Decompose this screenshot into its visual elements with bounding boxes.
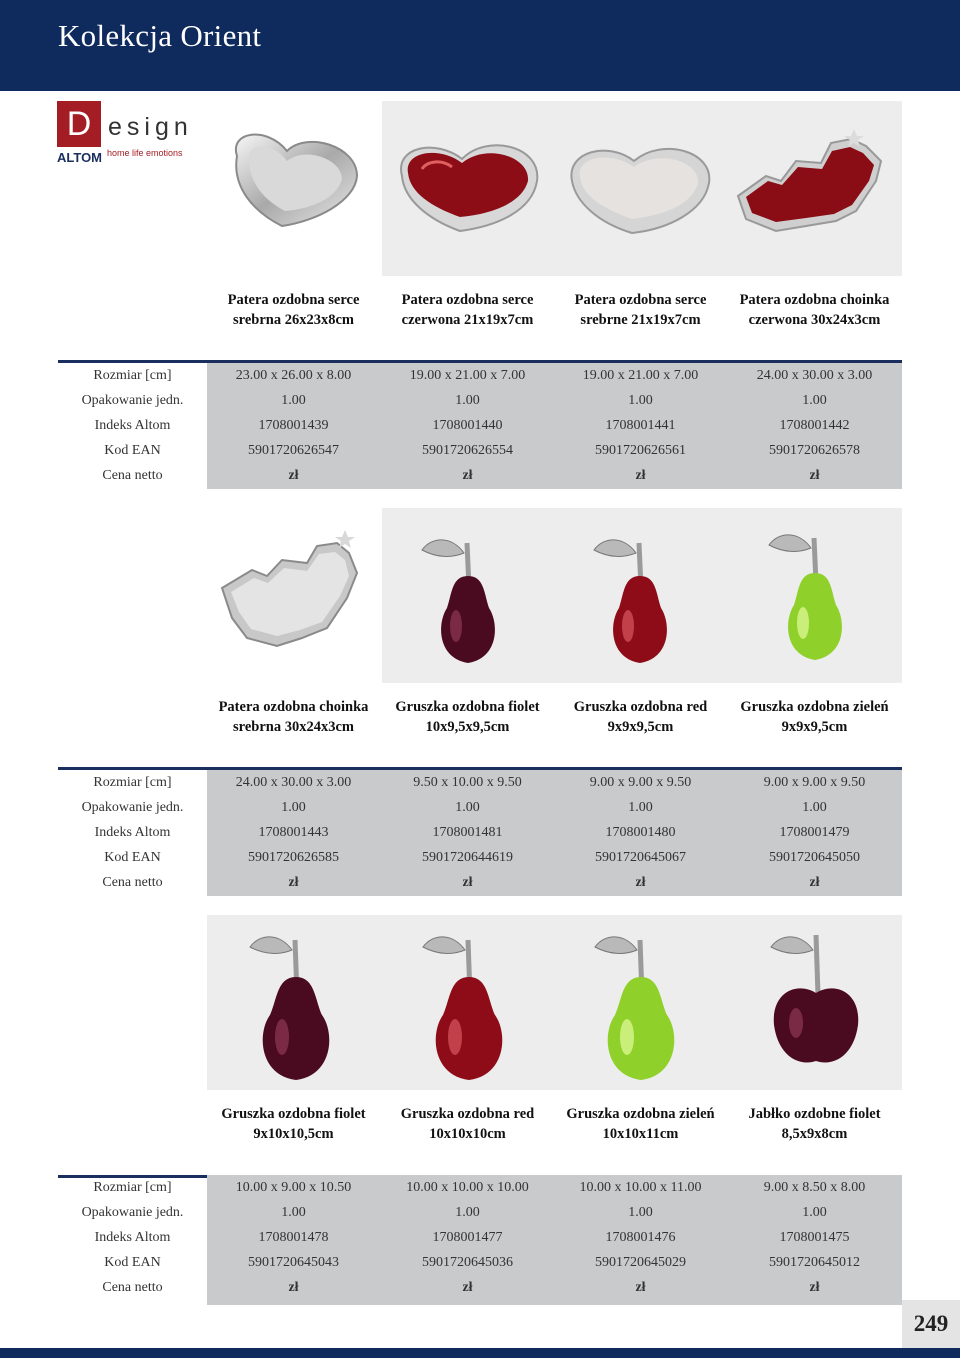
logo-tagline: home life emotions	[107, 148, 183, 158]
ean-value: 5901720626578	[769, 443, 860, 458]
product-title: Gruszka ozdobna fiolet 9x10x10,5cm	[221, 1106, 366, 1142]
ean-value: 5901720645043	[248, 1255, 339, 1270]
size-value: 19.00 x 21.00 x 7.00	[582, 368, 699, 383]
product-title: Gruszka ozdobna zieleń 9x9x9,5cm	[740, 699, 889, 735]
index-value: 1708001442	[779, 418, 850, 433]
row-labels	[58, 363, 207, 488]
product-title: Gruszka ozdobna fiolet 10x9,5x9,5cm	[395, 699, 540, 735]
row-labels	[58, 1175, 207, 1300]
ean-value: 5901720626585	[248, 850, 339, 865]
size-value: 9.50 x 10.00 x 9.50	[413, 775, 522, 790]
size-value: 10.00 x 10.00 x 10.00	[406, 1180, 529, 1195]
page-title: Kolekcja Orient	[58, 18, 262, 53]
row-label-pack: Opakowanie jedn.	[81, 1205, 184, 1220]
price-value: zł	[635, 875, 646, 890]
price-value: zł	[809, 468, 820, 483]
pack-value: 1.00	[802, 393, 827, 408]
price-value: zł	[288, 1280, 299, 1295]
index-value: 1708001443	[258, 825, 329, 840]
row-labels	[58, 770, 207, 895]
product-image-red-pear	[382, 915, 554, 1090]
pack-value: 1.00	[281, 1205, 306, 1220]
row-label-index: Indeks Altom	[94, 1230, 171, 1245]
pack-value: 1.00	[455, 1205, 480, 1220]
product-column	[207, 363, 380, 488]
index-value: 1708001480	[605, 825, 676, 840]
row-label-price: Cena netto	[102, 468, 163, 483]
product-column	[554, 770, 727, 895]
product-photos	[207, 101, 902, 276]
row-label-price: Cena netto	[102, 875, 163, 890]
size-value: 24.00 x 30.00 x 3.00	[756, 368, 873, 383]
design-altom-logo	[57, 101, 197, 167]
index-value: 1708001481	[432, 825, 503, 840]
ean-value: 5901720626547	[248, 443, 339, 458]
size-value: 9.00 x 9.00 x 9.50	[763, 775, 866, 790]
index-value: 1708001476	[605, 1230, 676, 1245]
index-value: 1708001478	[258, 1230, 329, 1245]
pack-value: 1.00	[455, 393, 480, 408]
product-title: Patera ozdobna serce czerwona 21x19x7cm	[401, 292, 534, 328]
product-titles	[207, 290, 902, 330]
row-label-index: Indeks Altom	[94, 825, 171, 840]
product-column	[728, 363, 901, 488]
product-column	[207, 770, 380, 895]
pack-value: 1.00	[281, 800, 306, 815]
row-label-index: Indeks Altom	[94, 418, 171, 433]
product-title: Patera ozdobna choinka czerwona 30x24x3cm	[739, 292, 890, 328]
ean-value: 5901720645029	[595, 1255, 686, 1270]
price-value: zł	[462, 468, 473, 483]
size-value: 24.00 x 30.00 x 3.00	[235, 775, 352, 790]
product-column	[554, 363, 727, 488]
row-label-size: Rozmiar [cm]	[93, 368, 172, 383]
product-column	[728, 1175, 901, 1300]
product-title: Patera ozdobna serce srebrna 26x23x8cm	[227, 292, 360, 328]
product-image-purple-pear	[207, 915, 382, 1090]
index-value: 1708001477	[432, 1230, 503, 1245]
page-header	[0, 0, 960, 91]
product-titles	[207, 1104, 902, 1144]
row-label-pack: Opakowanie jedn.	[81, 800, 184, 815]
price-value: zł	[635, 468, 646, 483]
product-image-red-tree-plate	[726, 101, 902, 276]
size-value: 10.00 x 10.00 x 11.00	[579, 1180, 702, 1195]
ean-value: 5901720644619	[422, 850, 513, 865]
product-column	[728, 770, 901, 895]
product-image-silver-heart-bowl	[207, 101, 382, 276]
ean-value: 5901720645036	[422, 1255, 513, 1270]
product-column	[381, 770, 554, 895]
product-title: Gruszka ozdobna red 10x10x10cm	[400, 1106, 535, 1142]
product-image-green-pear	[554, 915, 726, 1090]
row-label-size: Rozmiar [cm]	[93, 775, 172, 790]
product-photos	[207, 508, 902, 683]
size-value: 10.00 x 9.00 x 10.50	[235, 1180, 352, 1195]
product-titles	[207, 697, 902, 737]
row-label-pack: Opakowanie jedn.	[81, 393, 184, 408]
size-value: 23.00 x 26.00 x 8.00	[235, 368, 352, 383]
row-label-size: Rozmiar [cm]	[93, 1180, 172, 1195]
index-value: 1708001439	[258, 418, 329, 433]
ean-value: 5901720645067	[595, 850, 686, 865]
price-value: zł	[809, 1280, 820, 1295]
price-value: zł	[288, 468, 299, 483]
product-title: Gruszka ozdobna red 9x9x9,5cm	[573, 699, 708, 735]
product-column	[381, 1175, 554, 1300]
product-spec-table	[207, 363, 902, 489]
price-value: zł	[809, 875, 820, 890]
ean-value: 5901720626561	[595, 443, 686, 458]
product-image-red-pear	[554, 508, 726, 683]
product-column	[554, 1175, 727, 1300]
product-image-silver-tree-plate	[207, 508, 382, 683]
price-value: zł	[462, 875, 473, 890]
product-spec-table	[207, 1175, 902, 1305]
product-column	[207, 1175, 380, 1300]
product-title: Jabłko ozdobne fiolet 8,5x9x8cm	[748, 1106, 881, 1142]
pack-value: 1.00	[802, 1205, 827, 1220]
size-value: 9.00 x 9.00 x 9.50	[589, 775, 692, 790]
price-value: zł	[462, 1280, 473, 1295]
product-title: Patera ozdobna serce srebrne 21x19x7cm	[574, 292, 707, 328]
price-value: zł	[635, 1280, 646, 1295]
footer-bar	[0, 1348, 960, 1358]
logo-brand: ALTOM	[57, 150, 103, 165]
ean-value: 5901720626554	[422, 443, 513, 458]
product-title: Patera ozdobna choinka srebrna 30x24x3cm	[218, 699, 369, 735]
size-value: 9.00 x 8.50 x 8.00	[763, 1180, 866, 1195]
logo-letter: D	[57, 101, 101, 147]
product-spec-table	[207, 770, 902, 896]
pack-value: 1.00	[455, 800, 480, 815]
pack-value: 1.00	[281, 393, 306, 408]
product-column	[381, 363, 554, 488]
product-image-grey-heart-bowl	[554, 101, 726, 276]
pack-value: 1.00	[628, 800, 653, 815]
row-label-ean: Kod EAN	[104, 443, 161, 458]
row-label-ean: Kod EAN	[104, 850, 161, 865]
pack-value: 1.00	[628, 393, 653, 408]
product-title: Gruszka ozdobna zieleń 10x10x11cm	[566, 1106, 715, 1142]
product-image-red-heart-bowl	[382, 101, 554, 276]
price-value: zł	[288, 875, 299, 890]
product-photos	[207, 915, 902, 1090]
index-value: 1708001440	[432, 418, 503, 433]
ean-value: 5901720645050	[769, 850, 860, 865]
index-value: 1708001475	[779, 1230, 850, 1245]
index-value: 1708001441	[605, 418, 676, 433]
row-label-ean: Kod EAN	[104, 1255, 161, 1270]
product-image-purple-pear	[382, 508, 554, 683]
product-image-green-pear	[726, 508, 902, 683]
page-number: 249	[902, 1300, 960, 1348]
index-value: 1708001479	[779, 825, 850, 840]
ean-value: 5901720645012	[769, 1255, 860, 1270]
size-value: 19.00 x 21.00 x 7.00	[409, 368, 526, 383]
pack-value: 1.00	[802, 800, 827, 815]
row-label-price: Cena netto	[102, 1280, 163, 1295]
product-image-purple-apple	[726, 915, 902, 1090]
pack-value: 1.00	[628, 1205, 653, 1220]
logo-word: esign	[108, 113, 193, 141]
